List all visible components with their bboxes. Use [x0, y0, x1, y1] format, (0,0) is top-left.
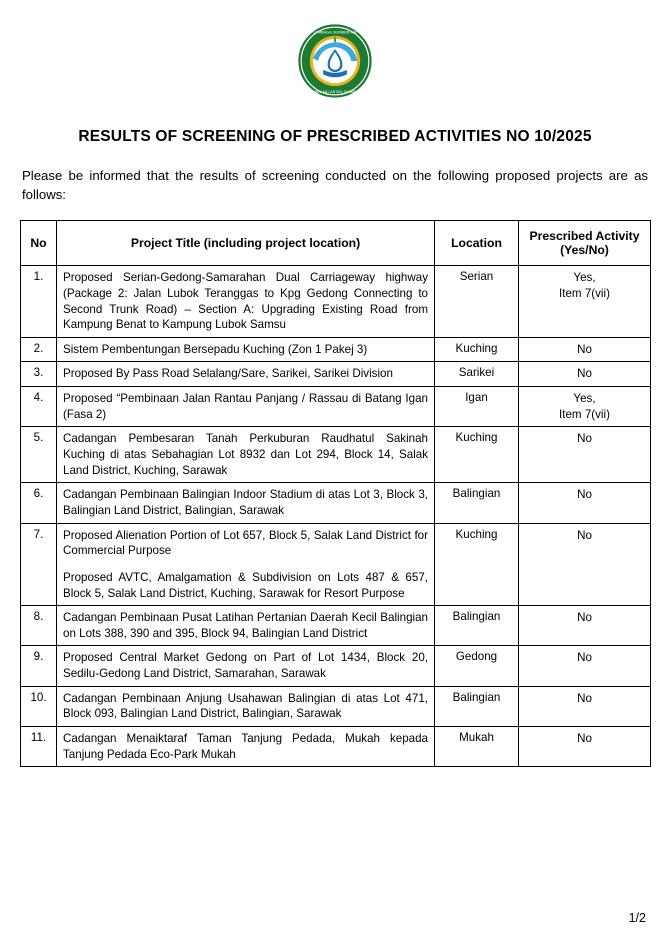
project-title-paragraph: Cadangan Pembinaan Balingian Indoor Stadium di atas Lot 3, Block 3, Balingian Land District, Balingian, Sarawak	[63, 488, 428, 517]
prescribed-activity-line: No	[577, 691, 592, 705]
cell-prescribed-activity	[519, 727, 651, 767]
table-row	[21, 427, 651, 483]
cell-no: 7.	[21, 523, 57, 606]
page-number: 1/2	[628, 911, 646, 925]
cell-no: 4.	[21, 387, 57, 427]
prescribed-activity-line: Yes,	[573, 271, 596, 285]
project-title-paragraph: Sistem Pembentungan Bersepadu Kuching (Zon 1 Pakej 3)	[63, 342, 368, 356]
page-title: RESULTS OF SCREENING OF PRESCRIBED ACTIVITIES NO 10/2025	[78, 128, 592, 145]
table-row	[21, 483, 651, 523]
cell-no: 8.	[21, 606, 57, 646]
cell-prescribed-activity	[519, 483, 651, 523]
table-row	[21, 686, 651, 726]
cell-prescribed-activity	[519, 686, 651, 726]
column-header-location: Location	[435, 221, 519, 266]
cell-no: 10.	[21, 686, 57, 726]
prescribed-activity-line: No	[577, 488, 592, 502]
cell-project-title	[57, 727, 435, 767]
project-title-paragraph: Cadangan Pembinaan Anjung Usahawan Balingian di atas Lot 471, Block 093, Balingian Land District, Balingian, Sarawak	[63, 691, 428, 721]
cell-location: Sarikei	[435, 362, 519, 387]
prescribed-activity-line: Item 7(vii)	[559, 407, 610, 421]
table-header-row	[21, 221, 651, 266]
svg-text:LEMBAGA SUMBER AIR: LEMBAGA SUMBER AIR	[313, 29, 357, 35]
cell-project-title	[57, 427, 435, 483]
table-row	[21, 606, 651, 646]
cell-location: Balingian	[435, 606, 519, 646]
prescribed-activity-line: No	[577, 611, 592, 625]
cell-project-title	[57, 686, 435, 726]
table-row	[21, 523, 651, 606]
cell-prescribed-activity	[519, 646, 651, 686]
cell-prescribed-activity	[519, 427, 651, 483]
project-title-paragraph: Cadangan Pembesaran Tanah Perkuburan Raudhatul Sakinah Kuching di atas Sebahagian Lot 8932 dan Lot 294, Block 14, Salak Land District, Kuching, Sarawak	[63, 432, 428, 477]
cell-project-title	[57, 362, 435, 387]
project-title-paragraph: Cadangan Menaiktaraf Taman Tanjung Pedada, Mukah kepada Tanjung Pedada Eco-Park Mukah	[63, 732, 428, 761]
project-title-paragraph: Proposed Serian-Gedong-Samarahan Dual Carriageway highway (Package 2: Jalan Lubok Teranggas to Kpg Gedong Connecting to Second Trunk Road) – Section A: Upgrading Existing Road from Kampung Benat to Kampung Lubok Samsu	[63, 271, 428, 332]
cell-location: Igan	[435, 387, 519, 427]
prescribed-activity-line: Yes,	[573, 392, 596, 406]
project-title-paragraph: Proposed By Pass Road Selalang/Sare, Sarikei, Sarikei Division	[63, 367, 393, 381]
prescribed-activity-line: No	[577, 342, 592, 356]
cell-no: 2.	[21, 337, 57, 362]
cell-prescribed-activity	[519, 266, 651, 338]
prescribed-activity-line: No	[577, 651, 592, 665]
project-title-paragraph: Cadangan Pembinaan Pusat Latihan Pertanian Daerah Kecil Balingian on Lots 388, 390 and 395, Block 94, Balingian Land District	[63, 611, 428, 640]
cell-project-title	[57, 646, 435, 686]
project-title-paragraph: Proposed Central Market Gedong on Part of Lot 1434, Block 20, Sedilu-Gedong Land District, Samarahan, Sarawak	[63, 651, 428, 681]
logo-container	[20, 24, 650, 98]
cell-location: Kuching	[435, 427, 519, 483]
prescribed-activity-line: No	[577, 732, 592, 746]
cell-no: 3.	[21, 362, 57, 387]
cell-location: Mukah	[435, 727, 519, 767]
project-title-paragraph: Proposed AVTC, Amalgamation & Subdivision on Lots 487 & 657, Block 5, Salak Land District, Kuching, Sarawak for Resort Purpose	[63, 570, 428, 600]
cell-project-title	[57, 387, 435, 427]
cell-location: Gedong	[435, 646, 519, 686]
cell-no: 1.	[21, 266, 57, 338]
screening-results-table	[20, 220, 651, 767]
cell-project-title	[57, 606, 435, 646]
cell-prescribed-activity	[519, 523, 651, 606]
column-header-project-title: Project Title (including project location)	[57, 221, 435, 266]
cell-location: Kuching	[435, 337, 519, 362]
svg-text:(KAWALAN LANTAS) SARAWAK: (KAWALAN LANTAS) SARAWAK	[309, 89, 361, 94]
cell-no: 6.	[21, 483, 57, 523]
lembaga-sumber-air-logo-icon	[298, 24, 372, 98]
cell-prescribed-activity	[519, 606, 651, 646]
table-row	[21, 387, 651, 427]
table-row	[21, 727, 651, 767]
cell-prescribed-activity	[519, 387, 651, 427]
column-header-prescribed-activity: Prescribed Activity (Yes/No)	[519, 221, 651, 266]
cell-project-title	[57, 266, 435, 338]
cell-project-title	[57, 523, 435, 606]
cell-no: 5.	[21, 427, 57, 483]
cell-project-title	[57, 483, 435, 523]
cell-prescribed-activity	[519, 362, 651, 387]
table-body	[21, 266, 651, 767]
table-row	[21, 646, 651, 686]
cell-project-title	[57, 337, 435, 362]
project-title-paragraph: Proposed “Pembinaan Jalan Rantau Panjang / Rassau di Batang Igan (Fasa 2)	[63, 392, 428, 421]
prescribed-activity-line: No	[577, 432, 592, 446]
table-row	[21, 362, 651, 387]
prescribed-activity-line: No	[577, 528, 592, 542]
column-header-no: No	[21, 221, 57, 266]
cell-no: 9.	[21, 646, 57, 686]
cell-location: Balingian	[435, 483, 519, 523]
cell-location: Kuching	[435, 523, 519, 606]
table-row	[21, 266, 651, 338]
table-row	[21, 337, 651, 362]
cell-prescribed-activity	[519, 337, 651, 362]
intro-paragraph: Please be informed that the results of screening conducted on the following proposed projects are as follows:	[22, 168, 648, 203]
cell-no: 11.	[21, 727, 57, 767]
project-title-paragraph: Proposed Alienation Portion of Lot 657, Block 5, Salak Land District for Commercial Purpose	[63, 528, 428, 558]
cell-location: Serian	[435, 266, 519, 338]
prescribed-activity-line: No	[577, 367, 592, 381]
prescribed-activity-line: Item 7(vii)	[559, 286, 610, 300]
cell-location: Balingian	[435, 686, 519, 726]
